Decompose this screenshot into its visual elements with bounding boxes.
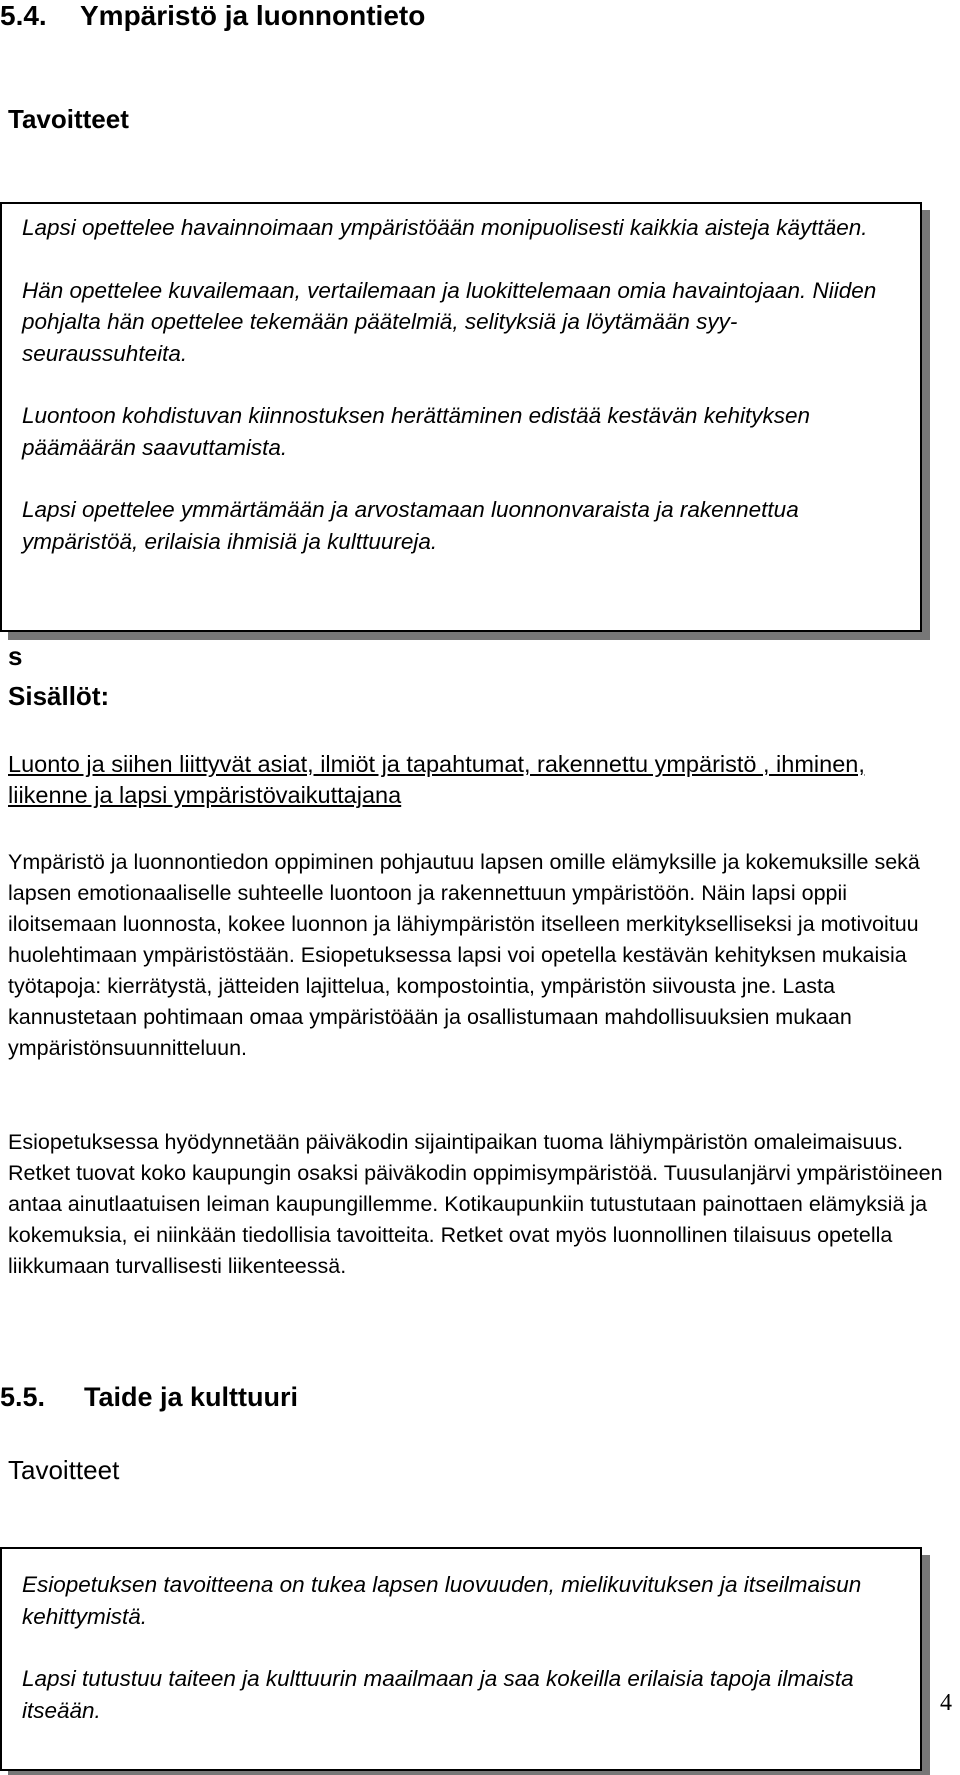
goal-paragraph: Esiopetuksen tavoitteena on tukea lapsen luovuuden, mielikuvituksen ja itseilmaisun kehittymistä. — [22, 1572, 862, 1629]
section-number: 5.4. — [0, 0, 47, 31]
section-heading — [0, 0, 425, 32]
body-paragraph: Ympäristö ja luonnontiedon oppiminen pohjautuu lapsen omille elämyksille ja kokemuksille sekä lapsen emotionaaliselle suhteelle luontoon ja rakennettuun ympäristöön. Näin lapsi oppii iloitsemaan luonnosta, kokee luonnon ja lähiympäristön itselleen merkitykselliseksi ja motivoituu huolehtimaan ympäristöstään. Esiopetuksessa lapsi voi opetella kestävän kehityksen mukaisia työtapoja: kierrätystä, jätteiden lajittelua, kompostointia, ympäristön siivousta jne. Lasta kannustetaan pohtimaan omaa ympäristöään ja osallistumaan mahdollisuuksien mukaan ympäristönsuunnitteluun. — [8, 850, 920, 1060]
goals-box — [0, 202, 922, 632]
goal-paragraph: Hän opettelee kuvailemaan, vertailemaan ja luokittelemaan omia havaintojaan. Niiden pohjalta hän opettelee tekemään päätelmiä, selityksiä ja löytämään syy-seuraussuhteita. — [22, 277, 877, 366]
section-title: Taide ja kulttuuri — [84, 1382, 299, 1412]
goals-heading: Tavoitteet — [8, 104, 129, 134]
section-number: 5.5. — [0, 1382, 46, 1412]
goal-paragraph: Lapsi tutustuu taiteen ja kulttuurin maailmaan ja saa kokeilla erilaisia tapoja ilmaista itseään. — [22, 1666, 854, 1723]
page-number: 4 — [940, 1690, 952, 1716]
stray-letter: s — [8, 641, 23, 671]
goal-paragraph: Lapsi opettelee ymmärtämään ja arvostamaan luonnonvaraista ja rakennettua ympäristöä, erilaisia ihmisiä ja kulttuureja. — [22, 497, 799, 554]
goal-paragraph: Lapsi opettelee havainnoimaan ympäristöään monipuolisesti kaikkia aisteja käyttäen. — [22, 215, 868, 240]
body-paragraph: Esiopetuksessa hyödynnetään päiväkodin sijaintipaikan tuoma lähiympäristön omaleimaisuus. Retket tuovat koko kaupungin osaksi päiväkodin oppimisympäristöä. Tuusulanjärvi ympäristöineen antaa ainutlaatuisen leiman kaupungillemme. Kotikaupunkiin tutustutaan painottaen elämyksiä ja kokemuksia, ei niinkään tiedollisia tavoitteita. Retket ovat myös luonnollinen tilaisuus opetella liikkumaan turvallisesti liikenteessä. — [8, 1130, 943, 1278]
section-heading — [0, 1381, 298, 1413]
goals-box — [0, 1547, 922, 1771]
section-title: Ympäristö ja luonnontieto — [80, 0, 426, 31]
goal-paragraph: Luontoon kohdistuvan kiinnostuksen herättäminen edistää kestävän kehityksen päämäärän saavuttamista. — [22, 403, 811, 460]
contents-topics: Luonto ja siihen liittyvät asiat, ilmiöt ja tapahtumat, rakennettu ympäristö , ihminen, liikenne ja lapsi ympäristövaikuttajana — [8, 751, 865, 808]
goals-heading: Tavoitteet — [8, 1455, 120, 1485]
contents-heading: Sisällöt: — [8, 681, 110, 711]
